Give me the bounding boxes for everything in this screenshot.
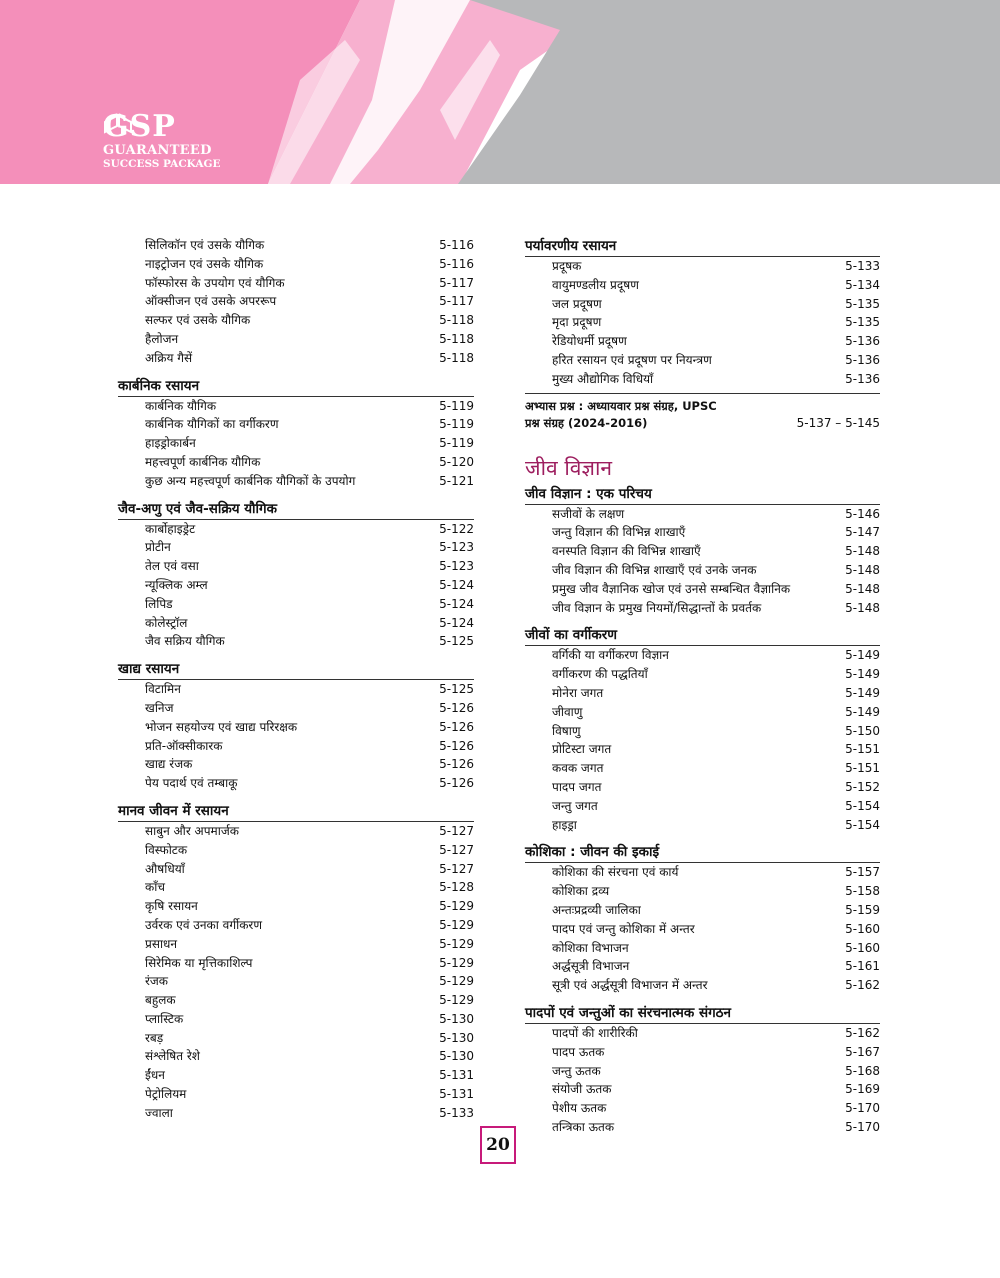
entry-page: 5-134 (845, 277, 880, 292)
toc-entry (525, 580, 880, 599)
entry-title: प्रसाधन (145, 936, 178, 951)
entry-page: 5-117 (439, 294, 474, 309)
entry-page: 5-128 (439, 880, 474, 895)
entry-page: 5-136 (845, 334, 880, 349)
toc-entry (118, 737, 474, 756)
entry-title: कार्बनिक यौगिक (145, 398, 217, 413)
toc-entry (118, 1066, 474, 1085)
entry-title: लिपिड (145, 596, 173, 611)
toc-entry (118, 349, 474, 368)
entry-title: न्यूक्लिक अम्ल (145, 577, 208, 592)
entry-page: 5-159 (845, 902, 880, 917)
entry-page: 5-160 (845, 940, 880, 955)
entry-title: कुछ अन्य महत्त्वपूर्ण कार्बनिक यौगिकों के उपयोग (145, 473, 356, 488)
entry-title: जीवाणु (552, 704, 583, 719)
entry-page: 5-127 (439, 823, 474, 838)
entry-title: तन्त्रिका ऊतक (552, 1119, 615, 1134)
toc-entry (118, 897, 474, 916)
section-heading: पर्यावरणीय रसायन (525, 236, 880, 257)
toc-entry (118, 1010, 474, 1029)
entry-page: 5-120 (439, 454, 474, 469)
entry-page: 5-129 (439, 917, 474, 932)
entry-title: खाद्य रंजक (145, 757, 193, 772)
entry-page: 5-119 (439, 398, 474, 413)
entry-title: संयोजी ऊतक (552, 1082, 612, 1097)
toc-entry (118, 274, 474, 293)
practice-questions-note (525, 393, 880, 432)
toc-entry (525, 684, 880, 703)
toc-entry (118, 595, 474, 614)
toc-entry (118, 774, 474, 793)
entry-title: वर्गीकरण की पद्धतियाँ (552, 667, 648, 682)
entry-page: 5-149 (845, 648, 880, 663)
entry-page: 5-167 (845, 1044, 880, 1059)
note-line-2: प्रश्न संग्रह (2024-2016) (525, 415, 648, 430)
entry-page: 5-116 (439, 256, 474, 271)
toc-entry (118, 954, 474, 973)
page-header-banner (0, 0, 1000, 184)
toc-entry (525, 957, 880, 976)
entry-title: ज्वाला (145, 1105, 173, 1120)
entry-title: पादपों की शारीरिकी (552, 1025, 638, 1040)
entry-page: 5-131 (439, 1087, 474, 1102)
entry-title: भोजन सहयोज्य एवं खाद्य परिरक्षक (145, 719, 298, 734)
entry-title: जल प्रदूषण (552, 296, 602, 311)
entry-title: खनिज (145, 700, 174, 715)
entry-page: 5-126 (439, 738, 474, 753)
entry-page: 5-148 (845, 544, 880, 559)
entry-title: काँच (145, 880, 165, 895)
entry-page: 5-123 (439, 540, 474, 555)
toc-entry (525, 778, 880, 797)
toc-entry (118, 1104, 474, 1123)
entry-title: प्रमुख जीव वैज्ञानिक खोज एवं उनसे सम्बन्धित वैज्ञानिक (552, 581, 791, 596)
entry-title: कोशिका की संरचना एवं कार्य (552, 865, 679, 880)
section-heading: जीवों का वर्गीकरण (525, 625, 880, 646)
entry-title: सजीवों के लक्षण (552, 506, 625, 521)
toc-entry (525, 542, 880, 561)
entry-page: 5-149 (845, 704, 880, 719)
entry-page: 5-130 (439, 1011, 474, 1026)
entry-title: कोलेस्ट्रॉल (145, 615, 188, 630)
entry-page: 5-136 (845, 371, 880, 386)
toc-entry (118, 557, 474, 576)
toc-entry (118, 255, 474, 274)
toc-entry (118, 878, 474, 897)
toc-entry (118, 292, 474, 311)
entry-title: रेडियोधर्मी प्रदूषण (552, 334, 627, 349)
entry-title: प्लास्टिक (145, 1011, 184, 1026)
toc-right-column (525, 236, 880, 1137)
toc-entry (118, 415, 474, 434)
entry-title: रंजक (145, 974, 169, 989)
entry-page: 5-129 (439, 899, 474, 914)
entry-title: हरित रसायन एवं प्रदूषण पर नियन्त्रण (552, 352, 712, 367)
entry-title: अक्रिय गैसें (145, 350, 193, 365)
gsp-logo (103, 109, 221, 170)
entry-page: 5-126 (439, 719, 474, 734)
section-heading: पादपों एवं जन्तुओं का संरचनात्मक संगठन (525, 1003, 880, 1024)
entry-page: 5-129 (439, 955, 474, 970)
entry-page: 5-117 (439, 275, 474, 290)
toc-entry (525, 816, 880, 835)
entry-title: फॉस्फोरस के उपयोग एवं यौगिक (145, 275, 285, 290)
entry-page: 5-124 (439, 596, 474, 611)
toc-entry (118, 755, 474, 774)
toc-entry (118, 434, 474, 453)
toc-entry (525, 646, 880, 665)
entry-title: पादप जगत (552, 779, 602, 794)
entry-page: 5-135 (845, 296, 880, 311)
entry-page: 5-147 (845, 525, 880, 540)
entry-title: जन्तु जगत (552, 798, 598, 813)
section-items (525, 257, 880, 389)
entry-page: 5-148 (845, 581, 880, 596)
entry-page: 5-124 (439, 615, 474, 630)
entry-title: कोशिका विभाजन (552, 940, 629, 955)
toc-entry (525, 939, 880, 958)
entry-title: पेय पदार्थ एवं तम्बाकू (145, 776, 238, 791)
entry-page: 5-151 (845, 742, 880, 757)
entry-page: 5-123 (439, 559, 474, 574)
entry-title: प्रति-ऑक्सीकारक (145, 738, 223, 753)
entry-page: 5-118 (439, 331, 474, 346)
entry-title: ऑक्सीजन एवं उसके अपररूप (145, 294, 277, 309)
toc-entry (525, 1118, 880, 1137)
toc-entry (118, 699, 474, 718)
toc-entry (118, 397, 474, 416)
entry-page: 5-129 (439, 993, 474, 1008)
entry-page: 5-129 (439, 974, 474, 989)
entry-title: अन्तःप्रद्रव्यी जालिका (552, 902, 641, 917)
entry-title: हाइड्रा (552, 817, 577, 832)
toc-entry (525, 976, 880, 995)
toc-entry (118, 1029, 474, 1048)
toc-entry (525, 370, 880, 389)
entry-title: वनस्पति विज्ञान की विभिन्न शाखाएँ (552, 544, 701, 559)
toc-entry (118, 236, 474, 255)
toc-entry (525, 1062, 880, 1081)
entry-page: 5-119 (439, 436, 474, 451)
entry-title: वर्गिकी या वर्गीकरण विज्ञान (552, 648, 669, 663)
entry-page: 5-154 (845, 817, 880, 832)
note-line-1: अभ्यास प्रश्न : अध्यायवार प्रश्न संग्रह, UPSC (525, 398, 717, 413)
toc-entry (118, 860, 474, 879)
toc-entry (118, 632, 474, 651)
toc-entry (525, 276, 880, 295)
toc-entry (525, 1099, 880, 1118)
entry-title: विषाणु (552, 723, 581, 738)
toc-entry (118, 311, 474, 330)
section-heading: कोशिका : जीवन की इकाई (525, 842, 880, 863)
entry-title: प्रोटिस्टा जगत (552, 742, 612, 757)
entry-title: जीव विज्ञान की विभिन्न शाखाएँ एवं उनके जनक (552, 562, 757, 577)
toc-entry (525, 797, 880, 816)
toc-entry (525, 1024, 880, 1043)
entry-page: 5-162 (845, 978, 880, 993)
toc-entry (118, 718, 474, 737)
entry-page: 5-129 (439, 936, 474, 951)
toc-entry (118, 1047, 474, 1066)
section-heading: मानव जीवन में रसायन (118, 801, 474, 822)
toc-entry (525, 599, 880, 618)
toc-entry (525, 1080, 880, 1099)
entry-title: कृषि रसायन (145, 899, 198, 914)
toc-entry (118, 822, 474, 841)
note-pages: 5-137 – 5-145 (796, 415, 880, 430)
section-heading: खाद्य रसायन (118, 659, 474, 680)
entry-page: 5-133 (845, 259, 880, 273)
section-heading: जैव-अणु एवं जैव-सक्रिय यौगिक (118, 499, 474, 520)
toc-entry (525, 665, 880, 684)
entry-page: 5-168 (845, 1063, 880, 1078)
section-heading: कार्बनिक रसायन (118, 376, 474, 397)
toc-entry (525, 722, 880, 741)
entry-title: प्रदूषक (552, 259, 582, 273)
toc-entry (525, 901, 880, 920)
entry-title: पादप एवं जन्तु कोशिका में अन्तर (552, 921, 695, 936)
entry-title: विस्फोटक (145, 842, 188, 857)
entry-title: पेशीय ऊतक (552, 1101, 607, 1116)
entry-page: 5-158 (845, 884, 880, 899)
entry-title: सूत्री एवं अर्द्धसूत्री विभाजन में अन्तर (552, 978, 708, 993)
entry-page: 5-121 (439, 473, 474, 488)
entry-title: बहुलक (145, 993, 176, 1008)
entry-title: उर्वरक एवं उनका वर्गीकरण (145, 917, 263, 932)
entry-title: अर्द्धसूत्री विभाजन (552, 959, 630, 974)
entry-page: 5-162 (845, 1025, 880, 1040)
entry-title: कवक जगत (552, 761, 604, 776)
toc-entry (525, 313, 880, 332)
entry-page: 5-152 (845, 779, 880, 794)
entry-title: जन्तु ऊतक (552, 1063, 601, 1078)
entry-page: 5-170 (845, 1119, 880, 1134)
toc-entry (525, 920, 880, 939)
toc-entry (118, 991, 474, 1010)
logo-line-success-package: SUCCESS PACKAGE (103, 158, 221, 170)
entry-page: 5-124 (439, 577, 474, 592)
entry-page: 5-126 (439, 757, 474, 772)
logo-brand: GSP (103, 109, 176, 144)
toc-entry (525, 882, 880, 901)
entry-title: महत्त्वपूर्ण कार्बनिक यौगिक (145, 454, 261, 469)
entry-page: 5-149 (845, 685, 880, 700)
toc-entry (525, 351, 880, 370)
toc-entry (118, 453, 474, 472)
entry-title: जैव सक्रिय यौगिक (145, 634, 225, 649)
toc-entry (118, 841, 474, 860)
entry-page: 5-160 (845, 921, 880, 936)
entry-page: 5-135 (845, 315, 880, 330)
entry-page: 5-157 (845, 865, 880, 880)
entry-title: संश्लेषित रेशे (145, 1049, 200, 1064)
right-sections (525, 484, 880, 1137)
entry-title: पेट्रोलियम (145, 1087, 187, 1102)
toc-entry (118, 330, 474, 349)
entry-page: 5-125 (439, 682, 474, 697)
entry-title: वायुमण्डलीय प्रदूषण (552, 277, 639, 292)
entry-title: मुख्य औद्योगिक विधियाँ (552, 371, 654, 386)
entry-title: नाइट्रोजन एवं उसके यौगिक (145, 256, 264, 271)
entry-page: 5-149 (845, 667, 880, 682)
toc-entry (525, 759, 880, 778)
entry-page: 5-161 (845, 959, 880, 974)
entry-title: औषधियाँ (145, 861, 185, 876)
entry-title: सल्फर एवं उसके यौगिक (145, 313, 251, 328)
entry-page: 5-118 (439, 350, 474, 365)
entry-page: 5-118 (439, 313, 474, 328)
entry-page: 5-116 (439, 238, 474, 252)
toc-entry (118, 935, 474, 954)
entry-page: 5-154 (845, 798, 880, 813)
entry-title: कार्बोहाइड्रेट (145, 521, 196, 536)
entry-page: 5-148 (845, 600, 880, 615)
logo-line-guaranteed: GUARANTEED (103, 143, 212, 158)
entry-page: 5-136 (845, 352, 880, 367)
toc-entry (525, 1043, 880, 1062)
entry-page: 5-130 (439, 1030, 474, 1045)
toc-entry (525, 863, 880, 882)
entry-page: 5-122 (439, 521, 474, 536)
entry-title: विटामिन (145, 682, 181, 697)
page-number: 20 (480, 1126, 516, 1164)
entry-title: सिलिकॉन एवं उसके यौगिक (145, 238, 265, 252)
toc-entry (118, 972, 474, 991)
chapter-heading: जीव विज्ञान (525, 455, 613, 480)
toc-entry (118, 520, 474, 539)
toc-entry (118, 614, 474, 633)
toc-entry (525, 740, 880, 759)
entry-title: पादप ऊतक (552, 1044, 605, 1059)
toc-entry (525, 332, 880, 351)
entry-title: जीव विज्ञान के प्रमुख नियमों/सिद्धान्तों के प्रवर्तक (552, 600, 762, 615)
toc-entry (525, 257, 880, 276)
entry-title: तेल एवं वसा (145, 559, 199, 574)
entry-title: ईंधन (145, 1068, 165, 1083)
entry-page: 5-127 (439, 861, 474, 876)
toc-entry (525, 295, 880, 314)
toc-entry (525, 561, 880, 580)
entry-page: 5-126 (439, 700, 474, 715)
entry-title: मोनेरा जगत (552, 685, 604, 700)
entry-title: कार्बनिक यौगिकों का वर्गीकरण (145, 417, 279, 432)
entry-page: 5-131 (439, 1068, 474, 1083)
entry-page: 5-125 (439, 634, 474, 649)
entry-page: 5-126 (439, 776, 474, 791)
entry-title: हाइड्रोकार्बन (145, 436, 196, 451)
entry-title: रबड़ (145, 1030, 164, 1045)
entry-title: साबुन और अपमार्जक (145, 823, 239, 838)
toc-entry (118, 916, 474, 935)
entry-page: 5-169 (845, 1082, 880, 1097)
toc-entry (118, 538, 474, 557)
toc-entry (525, 523, 880, 542)
toc-entry (118, 680, 474, 699)
entry-page: 5-130 (439, 1049, 474, 1064)
section-heading: जीव विज्ञान : एक परिचय (525, 484, 880, 505)
entry-title: प्रोटीन (145, 540, 171, 555)
toc-entry (118, 472, 474, 491)
entry-title: मृदा प्रदूषण (552, 315, 602, 330)
toc-entry (118, 1085, 474, 1104)
toc-entry (525, 505, 880, 524)
entry-page: 5-127 (439, 842, 474, 857)
entry-page: 5-133 (439, 1105, 474, 1120)
entry-page: 5-150 (845, 723, 880, 738)
entry-title: जन्तु विज्ञान की विभिन्न शाखाएँ (552, 525, 686, 540)
toc-left-column (118, 236, 474, 1123)
entry-page: 5-170 (845, 1101, 880, 1116)
entry-title: हैलोजन (145, 331, 179, 346)
entry-page: 5-146 (845, 506, 880, 521)
entry-page: 5-119 (439, 417, 474, 432)
toc-entry (118, 576, 474, 595)
entry-title: सिरेमिक या मृत्तिकाशिल्प (145, 955, 253, 970)
entry-page: 5-148 (845, 562, 880, 577)
entry-title: कोशिका द्रव्य (552, 884, 610, 899)
entry-page: 5-151 (845, 761, 880, 776)
toc-entry (525, 703, 880, 722)
